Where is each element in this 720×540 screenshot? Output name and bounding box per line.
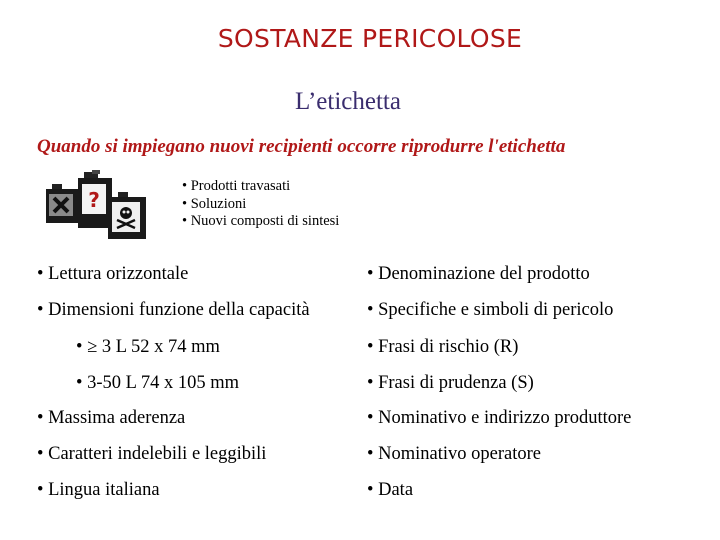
list-item: • Nominativo e indirizzo produttore [367, 408, 632, 428]
slide-title: SOSTANZE PERICOLOSE [217, 24, 523, 53]
list-item: • Nominativo operatore [367, 444, 541, 464]
unknown-question-container-icon [78, 170, 112, 228]
list-item: • Specifiche e simboli di pericolo [367, 300, 614, 320]
list-item: • 3-50 L 74 x 105 mm [76, 373, 240, 393]
list-item: • Denominazione del prodotto [367, 264, 590, 284]
list-item: • Nuovi composti di sintesi [182, 213, 340, 229]
chemical-containers-illustration [44, 170, 154, 242]
list-item: • Massima aderenza [37, 408, 186, 428]
list-item: • Prodotti travasati [182, 178, 291, 194]
toxic-skull-container-icon [108, 192, 146, 239]
use-cases-list [182, 178, 339, 231]
list-item: • Soluzioni [182, 195, 247, 212]
svg-text:?: ? [88, 188, 100, 212]
list-item: • Frasi di rischio (R) [367, 337, 519, 357]
list-item: • Lettura orizzontale [37, 264, 189, 284]
harmful-x-container-icon [46, 184, 78, 223]
list-item: • Lingua italiana [37, 480, 160, 500]
list-item: • Dimensioni funzione della capacità [37, 300, 310, 320]
list-item: • Frasi di prudenza (S) [367, 373, 534, 393]
list-item: • Data [367, 480, 414, 500]
list-item: • ≥ 3 L 52 x 74 mm [76, 337, 220, 357]
list-item: • Caratteri indelebili e leggibili [37, 444, 267, 464]
intro-text: Quando si impiegano nuovi recipienti occorre riprodurre l'etichetta [37, 136, 566, 157]
slide-subtitle: L’etichetta [295, 88, 401, 115]
